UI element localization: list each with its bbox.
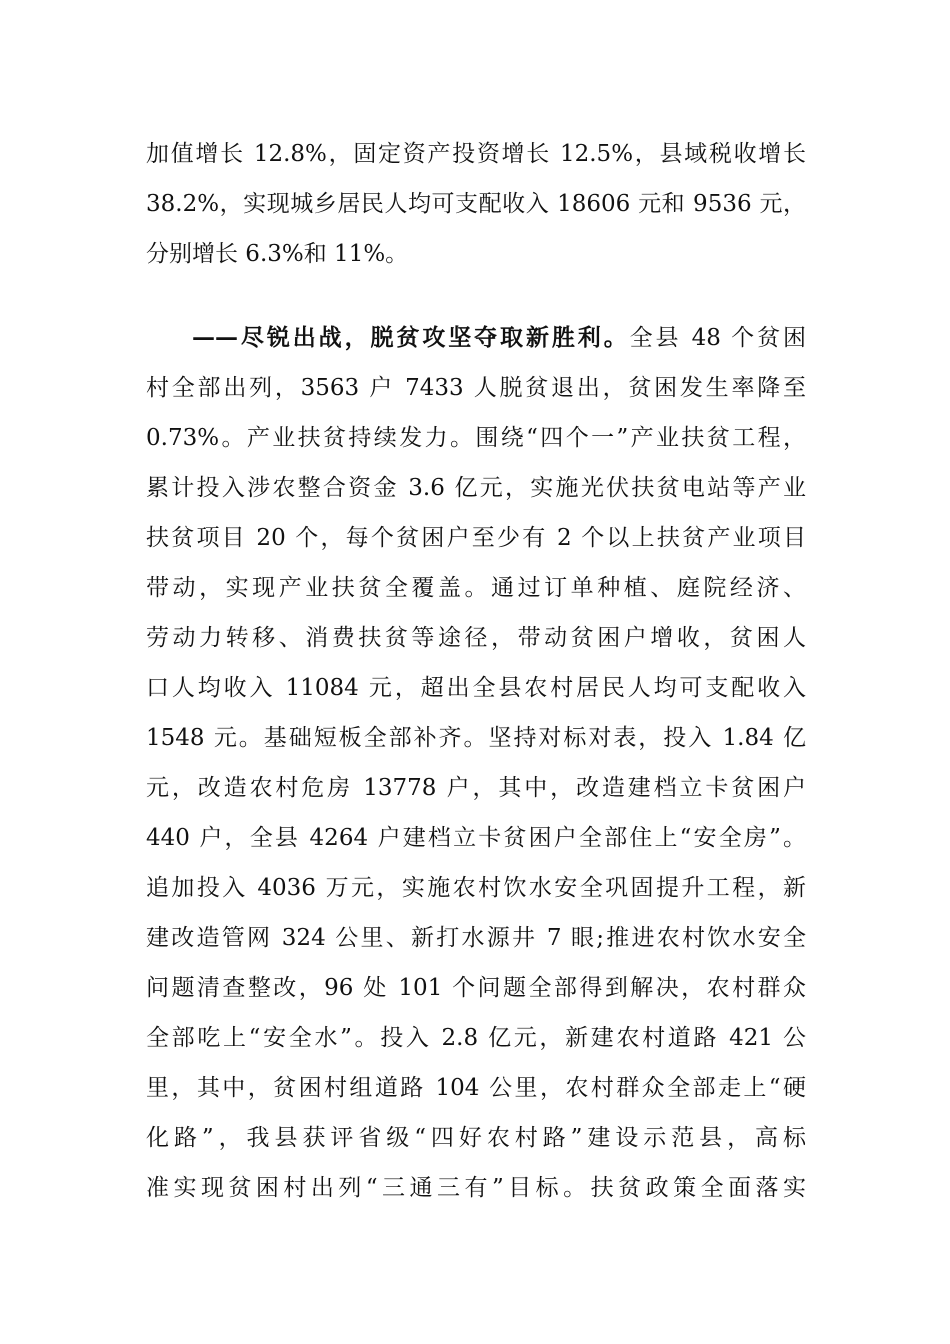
paragraph-2-line: 劳动力转移、消费扶贫等途径，带动贫困户增收，贫困人: [146, 625, 806, 651]
paragraph-2-line: 440 户，全县 4264 户建档立卡贫困户全部住上“安全房”。: [146, 825, 806, 851]
paragraph-2-line: 准实现贫困村出列“三通三有”目标。扶贫政策全面落实: [146, 1175, 806, 1201]
section-lead-heading: ——尽锐出战，脱贫攻坚夺取新胜利。: [192, 324, 630, 351]
paragraph-2-line: 追加投入 4036 万元，实施农村饮水安全巩固提升工程，新: [146, 875, 806, 901]
paragraph-2-line: 全部吃上“安全水”。投入 2.8 亿元，新建农村道路 421 公: [146, 1025, 806, 1051]
paragraph-2-line: 元，改造农村危房 13778 户，其中，改造建档立卡贫困户: [146, 775, 806, 801]
paragraph-2-line: 0.73%。产业扶贫持续发力。围绕“四个一”产业扶贫工程，: [146, 425, 806, 451]
paragraph-2-line: 带动，实现产业扶贫全覆盖。通过订单种植、庭院经济、: [146, 575, 806, 601]
paragraph-2-line: 1548 元。基础短板全部补齐。坚持对标对表，投入 1.84 亿: [146, 725, 806, 751]
paragraph-2-line: 建改造管网 324 公里、新打水源井 7 眼;推进农村饮水安全: [146, 925, 806, 951]
paragraph-2-line: 累计投入涉农整合资金 3.6 亿元，实施光伏扶贫电站等产业: [146, 475, 806, 501]
paragraph-2-line: 化路”，我县获评省级“四好农村路”建设示范县，高标: [146, 1125, 806, 1151]
paragraph-1-line-3: 分别增长 6.3%和 11%。: [146, 241, 409, 267]
paragraph-2-line: 村全部出列，3563 户 7433 人脱贫退出，贫困发生率降至: [146, 375, 806, 401]
paragraph-2-first-line: [192, 318, 806, 358]
paragraph-2-line: 里，其中，贫困村组道路 104 公里，农村群众全部走上“硬: [146, 1075, 806, 1101]
paragraph-2-first-line-text: 全县 48 个贫困: [629, 325, 806, 351]
paragraph-2-line: 问题清查整改，96 处 101 个问题全部得到解决，农村群众: [146, 975, 806, 1001]
paragraph-1-line-1: 加值增长 12.8%，固定资产投资增长 12.5%，县域税收增长: [146, 141, 806, 167]
paragraph-2-line: 扶贫项目 20 个，每个贫困户至少有 2 个以上扶贫产业项目: [146, 525, 806, 551]
paragraph-1-line-2: 38.2%，实现城乡居民人均可支配收入 18606 元和 9536 元，: [146, 191, 806, 217]
paragraph-2-line: 口人均收入 11084 元，超出全县农村居民人均可支配收入: [146, 675, 806, 701]
